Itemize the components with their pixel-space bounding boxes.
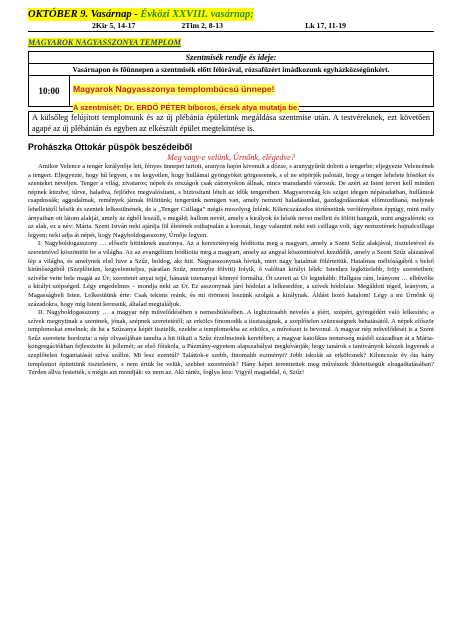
readings-row: [28, 21, 434, 32]
mass-schedule-box: [28, 51, 434, 112]
article-paragraph: I. Nagyboldogasszony … először hitünknek asszonya. Az a kereszténység hódította meg a magyart, amely a Szent Szűz alakjával, tiszteletével és szeretetével köszöntött be a világba. Az az evangélium hódította meg a magyart, amely az angyal köszöntésével kezdődik, amely a Szent Szűz alázatával lép a világba, és amelynek első hive a Szűz, boldog, aki hitt. Nagyasszonynak hívtuk, mert nagy hatalmát fölértettük. Hatalmas méltóságából s belső kitűnőségéből (Szeplőtelen, kegyelemteljes, páratlan Szűz, mennybe fölvitt) folyik, ő valóban királyi lélek: Istenhez legközelebb, fröjy szeretetben; szívébe vette bele magát az Úr; szeretetét anyai tejjé, bánatát istenanyai könnyé formálta. Őt szereti az Úr leginkább: Hallgass rám, leányom … elbűvölte a királyt szépséged. Légy engedelmes – mondja neki az Úr. Ez asszonynak járó hódolat a lelkesedése, a szívek hódolata: Megáldott téged, leányom, a Magasságbeli Isten. Lelkesülünk érte: Csak tekints reánk, és mi örömest leszünk szolgái a királynak. Áldást hozó hatalom! Légy a mi Úrnőnk új századokra, hogy míg Istent keressük, általad megtaláljuk.: [28, 240, 434, 308]
feast-announcement: Magyarok Nagyasszonya templombúcsú ünnepe!: [73, 84, 275, 94]
article-paragraph: Amikor Velence a tenger királynője lett, fényes ünnepet tartott, aranyos hajón kivonult a dózse, s aranygyűrűt dobott a tengerbe; eljegyezte Velencének a tengert. Eljegyezte, hogy hű legyen, s ne kegyetlen, hogy hullámai gyöngyöket görgessenek, s el ne söpörjék palotáit, hogy a tenger lehelete hősöket és szenteket neveljen. Tenger a világ, zivataros; népek és országok csak zátonyokon állnak, nincs maradandó városuk. De azért az Isten tervet kell minden népnek küzdve, tűrve, haladva, fejlődve megvalósítani, s biztosítani lételt az idők tengerében. Magyarország kis sziget idegen népáradatban, hullámok csapdossák; aggodalmak, remények járnak fölöttünk; tengerünk nemigen van, amely nemzeti haladásunkat, gazdagodásunkat előmozdítaná, melynek lehelletétől hősök és szentek lelkesülnének, de a „Tenger Csillaga” mégis mosolyog felénk. Kilencszázados történetünk verőfényében éppúgy, mint mély árnyaiban ott látom alakját, amely az égből leszáll, s megáld; hallom nevét, amely a királyok és hősök nevei mellett és fölött hangzik, mint angyalének; ez az alak, ez a név: Mária. Szent István neki ajánlja föl életének esthajnalán a koronát, hogy valamint neki esti csillaga volt, úgy nemzetének hajnalcsillaga legyen; neki adja át népét, hogy Nagyboldogasszony, Úrnője legyen.: [28, 163, 434, 239]
reading-gospel: Lk 17, 11-19: [305, 21, 347, 30]
article-title: Prohászka Ottokár püspök beszédeiből: [28, 142, 193, 152]
header-separator: -: [131, 9, 141, 20]
schedule-title: Szentmisék rendje és ideje:: [29, 52, 433, 64]
reading-second: 2Tim 2, 8-13: [181, 21, 224, 30]
blessing-notice: A külsőleg felújított templomunk és az új plébánia épületünk megáldása szentmise után. A testvéreknek, ezt követően agapé az új plébánián és egyben az elkészült épület megtekintése is.: [28, 111, 434, 136]
header-line: [28, 8, 434, 21]
schedule-note: Vasárnapon és főünnepen a szentmisék előtt félórával, rózsafüzért imádkozunk egyházközségünkért.: [29, 64, 433, 76]
article-paragraph: II. Nagyboldogasszony … a magyar nép művelődésében s nemesbülésében. A legbiztosabb nevelés a jóért, szépért, gyöngédért való lelkesítés; a szívek megnyitnak a szentnek, jónak, szépnek szeretetétől; az erkölcs finomodik a tisztaságnak, a szeplőtelen szüzességnek behatásától. A népek először templomokat emelnek; de ha a Szűzanya képét tisztelik, ezekbe a templomokba az erkölcs, a művészet is bevonul. A magyar nép művelődését is a Szent Szűz szeretete hordozta: a nép olvasójában tanulta a hit titkait a Szűz érzelmeinek keretében; a magyar katolikus nemesség másfél században át a Mária-kongregációkban fejlesztette ki jellemét; az első főiskola, a Pázmány-egyetem alapszabályai megkívánják, hogy tanárok s tanítványok készek legyenek a szeplőtelen fogantatását szíva szállni. Mi lesz ezentúl? Taláttok-e szebb, finomabb eszményt? Jobb iskolát az erkölcsnek? Kilencszáz év óta hány templomot építettünk tiszteletére, s nem értük be velük, szebbet szeretnénk? Hány képet teremtettek meg művészek ihletettségük elragadtatásában? Térden állva festették, s mégis azt mondják: ez nem az. Aki ránéz, foglya lesz: Vigyél magaddal, ó, Szűz!: [28, 309, 434, 377]
article-subtitle: Meg vagy-e velünk, Úrnőnk, elégedve?: [167, 153, 295, 162]
header-liturgy: Évközi XXVIII. vasárnap;: [140, 9, 254, 20]
schedule-time: 10:00: [29, 76, 70, 106]
schedule-details: [70, 76, 433, 112]
celebrant-announcement: A szentmisét; Dr. ERDŐ PÉTER bíboros, érsek atya mutatja be.: [73, 103, 300, 112]
reading-first: 2Kir 5, 14-17: [92, 21, 136, 30]
header-date: OKTÓBER 9. Vasárnap: [28, 9, 132, 20]
schedule-row: [29, 76, 433, 112]
church-label: MAGYAROK NAGYASSZONYA TEMPLOM: [28, 38, 181, 47]
